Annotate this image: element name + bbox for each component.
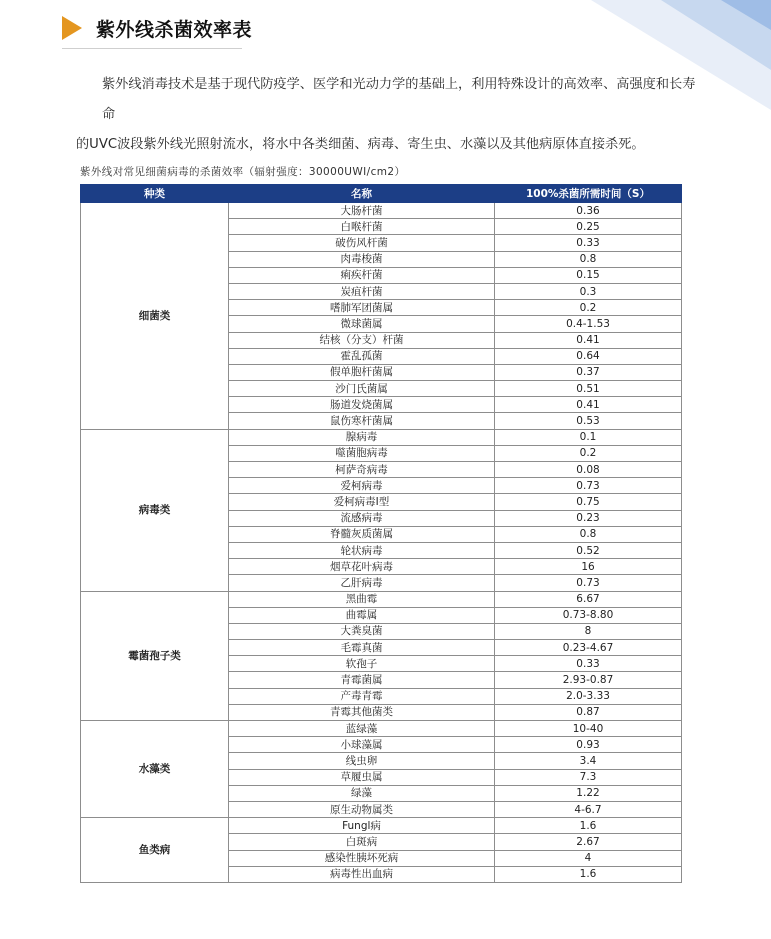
kill-time-cell: 6.67 — [495, 591, 682, 607]
kill-time-cell: 0.73 — [495, 478, 682, 494]
organism-name-cell: 曲霉属 — [229, 607, 495, 623]
intro-line-2: 的UVC波段紫外线光照射流水，将水中各类细菌、病毒、寄生虫、水藻以及其他病原体直接杀死。 — [76, 137, 645, 152]
kill-time-cell: 1.6 — [495, 866, 682, 882]
organism-name-cell: 乙肝病毒 — [229, 575, 495, 591]
intro-paragraph — [76, 70, 696, 160]
kill-time-cell: 7.3 — [495, 769, 682, 785]
organism-name-cell: 轮状病毒 — [229, 542, 495, 558]
kill-time-cell: 0.75 — [495, 494, 682, 510]
organism-name-cell: 毛霉真菌 — [229, 640, 495, 656]
kill-time-cell: 0.93 — [495, 737, 682, 753]
organism-name-cell: 烟草花叶病毒 — [229, 559, 495, 575]
kill-time-cell: 0.33 — [495, 235, 682, 251]
efficiency-table — [80, 184, 682, 883]
page-title: 紫外线杀菌效率表 — [96, 18, 253, 41]
table-row — [81, 591, 682, 607]
kill-time-cell: 2.67 — [495, 834, 682, 850]
kill-time-cell: 0.3 — [495, 283, 682, 299]
intro-line-1: 紫外线消毒技术是基于现代防疫学、医学和光动力学的基础上，利用特殊设计的高效率、高强度和长寿命 — [102, 77, 696, 122]
organism-name-cell: 白斑病 — [229, 834, 495, 850]
organism-name-cell: 肉毒梭菌 — [229, 251, 495, 267]
organism-name-cell: 鼠伤寒杆菌属 — [229, 413, 495, 429]
triangle-bullet-icon — [62, 16, 82, 40]
kill-time-cell: 16 — [495, 559, 682, 575]
category-cell: 病毒类 — [81, 429, 229, 591]
kill-time-cell: 0.51 — [495, 381, 682, 397]
organism-name-cell: 大肠杆菌 — [229, 203, 495, 219]
header-category: 种类 — [81, 185, 229, 203]
kill-time-cell: 2.0-3.33 — [495, 688, 682, 704]
kill-time-cell: 1.22 — [495, 785, 682, 801]
kill-time-cell: 0.08 — [495, 462, 682, 478]
kill-time-cell: 0.87 — [495, 704, 682, 720]
organism-name-cell: 原生动物属类 — [229, 801, 495, 817]
category-cell: 鱼类病 — [81, 818, 229, 883]
organism-name-cell: 黑曲霉 — [229, 591, 495, 607]
organism-name-cell: 感染性胰坏死病 — [229, 850, 495, 866]
kill-time-cell: 0.41 — [495, 397, 682, 413]
organism-name-cell: 蓝绿藻 — [229, 721, 495, 737]
kill-time-cell: 4-6.7 — [495, 801, 682, 817]
organism-name-cell: 爱柯病毒 — [229, 478, 495, 494]
table-caption: 紫外线对常见细菌病毒的杀菌效率（辐射强度：30000UWI/cm2） — [80, 166, 406, 178]
organism-name-cell: 脊髓灰质菌属 — [229, 526, 495, 542]
organism-name-cell: 肠道发烧菌属 — [229, 397, 495, 413]
organism-name-cell: 柯萨奇病毒 — [229, 462, 495, 478]
organism-name-cell: 线虫卵 — [229, 753, 495, 769]
category-cell: 细菌类 — [81, 203, 229, 430]
organism-name-cell: 爱柯病毒I型 — [229, 494, 495, 510]
kill-time-cell: 0.8 — [495, 251, 682, 267]
kill-time-cell: 0.37 — [495, 364, 682, 380]
kill-time-cell: 0.33 — [495, 656, 682, 672]
organism-name-cell: Fungl病 — [229, 818, 495, 834]
organism-name-cell: 结核（分支）杆菌 — [229, 332, 495, 348]
organism-name-cell: 草履虫属 — [229, 769, 495, 785]
kill-time-cell: 0.52 — [495, 542, 682, 558]
organism-name-cell: 小球藻属 — [229, 737, 495, 753]
table-body — [81, 203, 682, 883]
category-cell: 霉菌孢子类 — [81, 591, 229, 721]
kill-time-cell: 1.6 — [495, 818, 682, 834]
category-cell: 水藻类 — [81, 721, 229, 818]
organism-name-cell: 霍乱孤菌 — [229, 348, 495, 364]
kill-time-cell: 0.8 — [495, 526, 682, 542]
organism-name-cell: 绿藻 — [229, 785, 495, 801]
organism-name-cell: 流感病毒 — [229, 510, 495, 526]
organism-name-cell: 腺病毒 — [229, 429, 495, 445]
organism-name-cell: 嗜肺军团菌属 — [229, 300, 495, 316]
organism-name-cell: 软孢子 — [229, 656, 495, 672]
organism-name-cell: 大粪臭菌 — [229, 623, 495, 639]
kill-time-cell: 0.73 — [495, 575, 682, 591]
kill-time-cell: 0.73-8.80 — [495, 607, 682, 623]
table-row — [81, 429, 682, 445]
section-header — [62, 16, 252, 40]
kill-time-cell: 0.2 — [495, 300, 682, 316]
organism-name-cell: 破伤风杆菌 — [229, 235, 495, 251]
table-row — [81, 203, 682, 219]
organism-name-cell: 微球菌属 — [229, 316, 495, 332]
organism-name-cell: 病毒性出血病 — [229, 866, 495, 882]
organism-name-cell: 炭疽杆菌 — [229, 283, 495, 299]
table-row — [81, 818, 682, 834]
header-name: 名称 — [229, 185, 495, 203]
organism-name-cell: 假单胞杆菌属 — [229, 364, 495, 380]
kill-time-cell: 4 — [495, 850, 682, 866]
kill-time-cell: 3.4 — [495, 753, 682, 769]
title-underline — [62, 48, 242, 49]
organism-name-cell: 噬菌胞病毒 — [229, 445, 495, 461]
header-time: 100%杀菌所需时间（S） — [495, 185, 682, 203]
kill-time-cell: 0.4-1.53 — [495, 316, 682, 332]
kill-time-cell: 0.15 — [495, 267, 682, 283]
organism-name-cell: 产毒青霉 — [229, 688, 495, 704]
kill-time-cell: 0.23-4.67 — [495, 640, 682, 656]
kill-time-cell: 0.53 — [495, 413, 682, 429]
kill-time-cell: 2.93-0.87 — [495, 672, 682, 688]
organism-name-cell: 沙门氏菌属 — [229, 381, 495, 397]
organism-name-cell: 青霉菌属 — [229, 672, 495, 688]
kill-time-cell: 0.36 — [495, 203, 682, 219]
kill-time-cell: 10-40 — [495, 721, 682, 737]
kill-time-cell: 0.64 — [495, 348, 682, 364]
kill-time-cell: 0.1 — [495, 429, 682, 445]
organism-name-cell: 青霉其他菌类 — [229, 704, 495, 720]
organism-name-cell: 痢疾杆菌 — [229, 267, 495, 283]
kill-time-cell: 0.2 — [495, 445, 682, 461]
kill-time-cell: 8 — [495, 623, 682, 639]
kill-time-cell: 0.25 — [495, 219, 682, 235]
organism-name-cell: 白喉杆菌 — [229, 219, 495, 235]
kill-time-cell: 0.23 — [495, 510, 682, 526]
table-header-row — [81, 185, 682, 203]
kill-time-cell: 0.41 — [495, 332, 682, 348]
table-row — [81, 721, 682, 737]
